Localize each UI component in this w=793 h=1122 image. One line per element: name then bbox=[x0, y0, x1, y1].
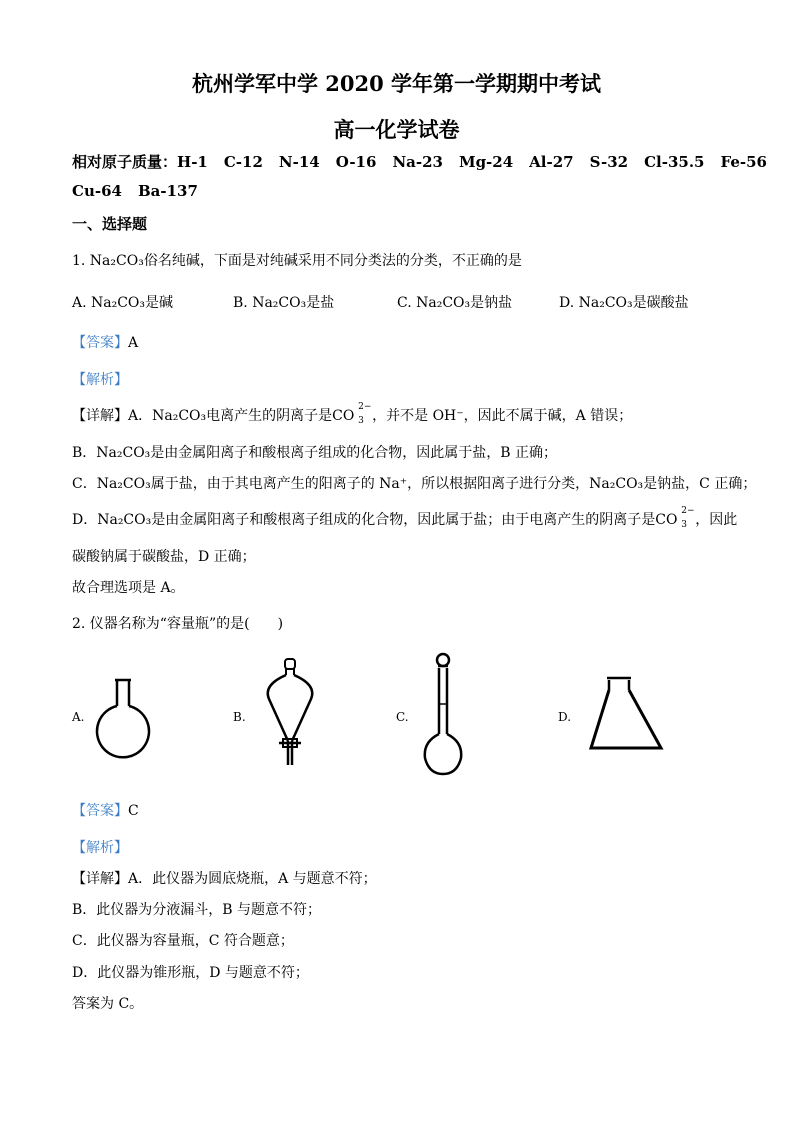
q1-answer: A bbox=[128, 335, 139, 351]
conical-flask-icon bbox=[585, 672, 670, 757]
mass-item: Cu-64 bbox=[72, 182, 122, 200]
ion-subscript: 3 bbox=[358, 416, 364, 426]
q1-analysis-tag: 【解析】 bbox=[72, 372, 128, 388]
q2-detail-c: C．此仪器为容量瓶，C 符合题意； bbox=[72, 933, 294, 949]
detail-text: D．Na₂CO₃是由金属阳离子和酸根离子组成的化合物，因此属于盐；由于电离产生的阴离子是 bbox=[72, 512, 656, 528]
q1-option-a: A. Na₂CO₃是碱 bbox=[72, 295, 174, 311]
q1-detail-b: B．Na₂CO₃是由金属阳离子和酸根离子组成的化合物，因此属于盐，B 正确； bbox=[72, 445, 558, 461]
q2-detail-d: D．此仪器为锥形瓶，D 与题意不符； bbox=[72, 965, 309, 981]
q2-conclusion: 答案为 C。 bbox=[72, 996, 144, 1012]
answer-tag: 【答案】 bbox=[72, 803, 128, 819]
q1-option-b: B. Na₂CO₃是盐 bbox=[233, 295, 335, 311]
detail-text: A．此仪器为圆底烧瓶，A 与题意不符； bbox=[128, 871, 377, 887]
carbonate-ion bbox=[332, 402, 372, 426]
detail-text: ，因此 bbox=[695, 512, 738, 528]
q2-option-a-label: A. bbox=[72, 710, 85, 724]
q2-detail-b: B．此仪器为分液漏斗，B 与题意不符； bbox=[72, 902, 322, 918]
q1-detail-d bbox=[72, 506, 738, 530]
q1-answer-line bbox=[72, 332, 138, 352]
detail-tag: 【详解】 bbox=[72, 408, 128, 424]
mass-item: Na-23 bbox=[392, 153, 443, 171]
q1-option-c: C. Na₂CO₃是钠盐 bbox=[397, 295, 513, 311]
mass-item: Al-27 bbox=[529, 153, 574, 171]
q1-option-d: D. Na₂CO₃是碳酸盐 bbox=[559, 295, 689, 311]
round-bottom-flask-icon bbox=[88, 672, 158, 762]
section-title: 一、选择题 bbox=[72, 215, 148, 233]
ion-charge: 2− bbox=[681, 506, 695, 516]
q1-conclusion: 故合理选项是 A。 bbox=[72, 580, 185, 596]
mass-item: Fe-56 bbox=[720, 153, 767, 171]
ion-base: CO bbox=[655, 512, 678, 528]
ion-base: CO bbox=[332, 408, 355, 424]
q1-detail-c: C．Na₂CO₃属于盐，由于其电离产生的阳离子的 Na⁺，所以根据阳离子进行分类，Na₂CO₃是钠盐，C 正确； bbox=[72, 476, 757, 492]
mass-item: O-16 bbox=[335, 153, 377, 171]
q2-answer: C bbox=[128, 803, 139, 819]
ion-subscript: 3 bbox=[681, 520, 687, 530]
mass-item: C-12 bbox=[223, 153, 263, 171]
mass-item: Ba-137 bbox=[137, 182, 198, 200]
q2-option-c-label: C. bbox=[396, 710, 409, 724]
separatory-funnel-icon bbox=[255, 655, 325, 770]
detail-text: A．Na₂CO₃电离产生的阴离子是 bbox=[128, 408, 333, 424]
detail-text: ，并不是 OH⁻，因此不属于碱，A 错误； bbox=[372, 408, 633, 424]
mass-item: Mg-24 bbox=[458, 153, 514, 171]
exam-subtitle: 高一化学试卷 bbox=[333, 117, 460, 142]
atomic-mass-line-1 bbox=[72, 151, 783, 172]
q2-option-b-label: B. bbox=[233, 710, 246, 724]
answer-tag: 【答案】 bbox=[72, 335, 128, 351]
q2-option-d-label: D. bbox=[558, 710, 572, 724]
mass-item: Cl-35.5 bbox=[644, 153, 705, 171]
q1-detail-a bbox=[72, 402, 633, 426]
detail-tag: 【详解】 bbox=[72, 871, 128, 887]
q1-detail-d-cont: 碳酸钠属于碳酸盐，D 正确； bbox=[72, 549, 256, 565]
q2-answer-line bbox=[72, 800, 139, 820]
volumetric-flask-icon bbox=[415, 650, 485, 780]
atomic-mass-line-2 bbox=[72, 182, 214, 200]
ion-charge: 2− bbox=[358, 402, 372, 412]
mass-item: S-32 bbox=[589, 153, 629, 171]
atomic-mass-label: 相对原子质量： bbox=[72, 153, 178, 171]
q1-stem: 1. Na₂CO₃俗名纯碱，下面是对纯碱采用不同分类法的分类，不正确的是 bbox=[72, 253, 522, 269]
q2-detail-a bbox=[72, 868, 377, 888]
mass-item: N-14 bbox=[278, 153, 320, 171]
q2-analysis-tag: 【解析】 bbox=[72, 840, 128, 856]
q2-stem: 2. 仪器名称为“容量瓶”的是( ) bbox=[72, 616, 284, 632]
exam-title: 杭州学军中学 2020 学年第一学期期中考试 bbox=[191, 71, 602, 96]
mass-item: H-1 bbox=[177, 153, 208, 171]
carbonate-ion bbox=[655, 506, 695, 530]
